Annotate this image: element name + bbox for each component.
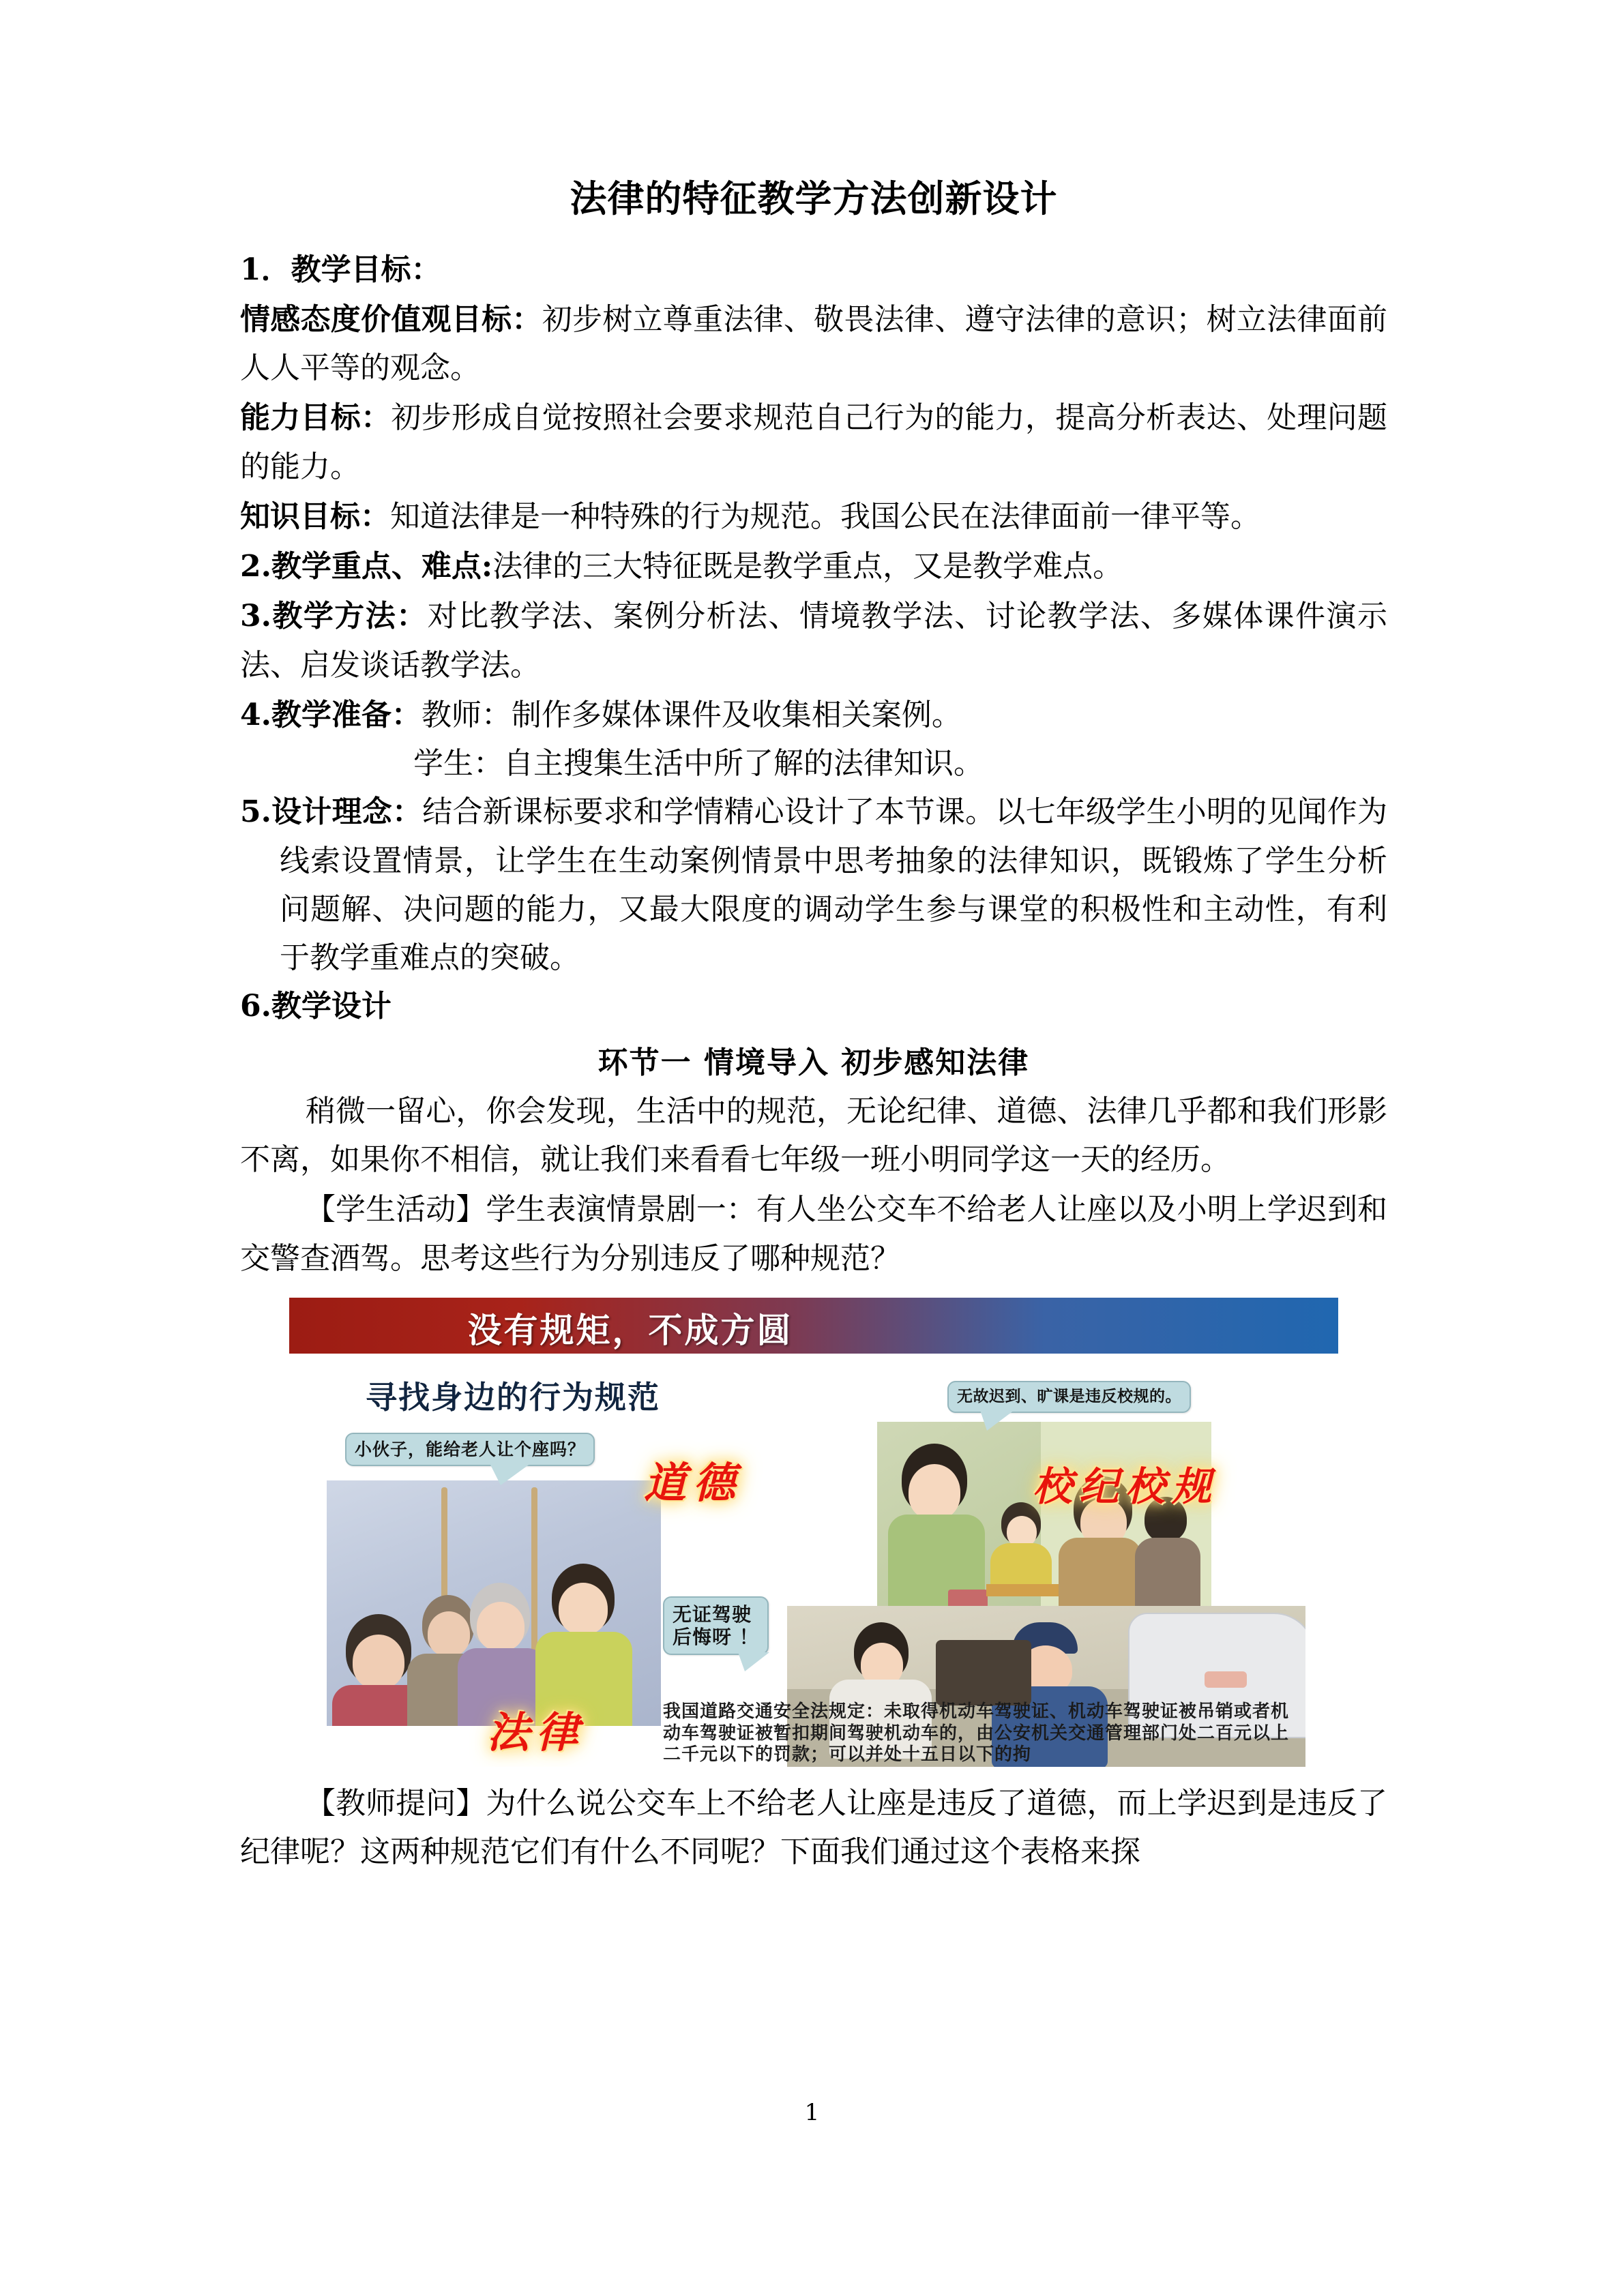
knowledge-objective — [240, 492, 1387, 541]
teacher-question-paragraph: 【教师提问】为什么说公交车上不给老人让座是违反了道德，而上学迟到是违反了纪律呢？这两种规范它们有什么不同呢？下面我们通过这个表格来探 — [240, 1785, 1387, 1870]
teaching-methods-text: 对比教学法、案例分析法、情境教学法、讨论教学法、多媒体课件演示法、启发谈话教学法。 — [240, 599, 1388, 683]
slide-canvas — [289, 1298, 1338, 1767]
objectives-heading-text: 1．教学目标： — [240, 252, 441, 287]
design-concept-text: 结合新课标要求和学情精心设计了本节课。以七年级学生小明的见闻作为线索设置情景，让学生在生动案例情景中思考抽象的法律知识，既锻炼了学生分析问题解、决问题的能力，又最大限度的调动学生参与课堂的积极性和主动性，有利于教学重难点的突破。 — [280, 794, 1388, 976]
objectives-heading — [240, 245, 1387, 294]
design-concept — [240, 788, 1387, 982]
speech-bubble-driver — [663, 1596, 769, 1655]
ability-objective-text: 初步形成自觉按照社会要求规范自己行为的能力，提高分析表达、处理问题的能力。 — [240, 400, 1388, 484]
intro-paragraph: 稍微一留心，你会发现，生活中的规范，无论纪律、道德、法律几乎都和我们形影不离，如果你不相信，就让我们来看看七年级一班小明同学这一天的经历。 — [240, 1093, 1387, 1178]
teaching-focus-text: 法律的三大特征既是教学重点，又是教学难点。 — [492, 549, 1123, 584]
emotion-objective — [240, 295, 1387, 393]
speech-bubble-driver-line2: 后悔呀 ！ — [673, 1625, 759, 1648]
teaching-preparation-teacher: 教师：制作多媒体课件及收集相关案例。 — [421, 697, 962, 732]
slide-banner-title: 没有规矩，不成方圆 — [467, 1310, 793, 1350]
speech-bubble-bus: 小伙子，能给老人让个座吗？ — [345, 1433, 595, 1467]
design-concept-label: 5.设计理念： — [240, 794, 423, 830]
step-one-heading: 环节一 情境导入 初步感知法律 — [597, 1045, 1030, 1080]
student-activity-paragraph: 【学生活动】学生表演情景剧一：有人坐公交车不给老人让座以及小明上学迟到和交警查酒驾。思考这些行为分别违反了哪种规范？ — [240, 1192, 1387, 1276]
stamp-moral: 道德 — [644, 1457, 743, 1508]
ability-objective-label: 能力目标： — [240, 400, 392, 436]
document-body — [240, 176, 1387, 1877]
cartoon-bus-scene — [327, 1480, 661, 1726]
teaching-focus-label: 2.教学重点、难点: — [240, 549, 493, 584]
page-number: 1 — [804, 2099, 820, 2126]
teaching-design-label: 6.教学设计 — [240, 989, 392, 1024]
emotion-objective-label: 情感态度价值观目标： — [240, 301, 542, 337]
speech-bubble-driver-line1: 无证驾驶 — [673, 1602, 752, 1626]
embedded-slide-figure — [240, 1298, 1387, 1767]
stamp-school-rules: 校纪校规 — [1033, 1463, 1219, 1510]
emotion-objective-text: 初步树立尊重法律、敬畏法律、遵守法律的意识；树立法律面前人人平等的观念。 — [240, 301, 1387, 386]
teaching-preparation-label: 4.教学准备： — [240, 697, 422, 732]
teaching-preparation — [240, 691, 1387, 739]
page-title: 法律的特征教学方法创新设计 — [570, 177, 1058, 220]
teaching-methods-label: 3.教学方法： — [240, 599, 428, 634]
knowledge-objective-text: 知道法律是一种特殊的行为规范。我国公民在法律面前一律平等。 — [390, 498, 1260, 534]
ability-objective — [240, 393, 1387, 491]
stamp-law: 法律 — [487, 1707, 586, 1757]
knowledge-objective-label: 知识目标： — [240, 498, 390, 534]
slide-subtitle: 寻找身边的行为规范 — [366, 1378, 660, 1416]
teaching-focus — [240, 542, 1387, 591]
speech-bubble-classroom: 无故迟到、旷课是违反校规的。 — [947, 1381, 1191, 1413]
teaching-methods — [240, 592, 1387, 689]
traffic-law-text: 我国道路交通安全法规定：未取得机动车驾驶证、机动车驾驶证被吊销或者机动车驾驶证被暂扣期间驾驶机动车的，由公安机关交通管理部门处二百元以上二千元以下的罚款；可以并处十五日以下的拘 — [663, 1701, 1290, 1765]
teaching-design-heading — [240, 982, 1387, 1030]
teaching-preparation-student: 学生：自主搜集生活中所了解的法律知识。 — [413, 746, 984, 781]
cartoon-classroom-scene — [877, 1422, 1211, 1626]
